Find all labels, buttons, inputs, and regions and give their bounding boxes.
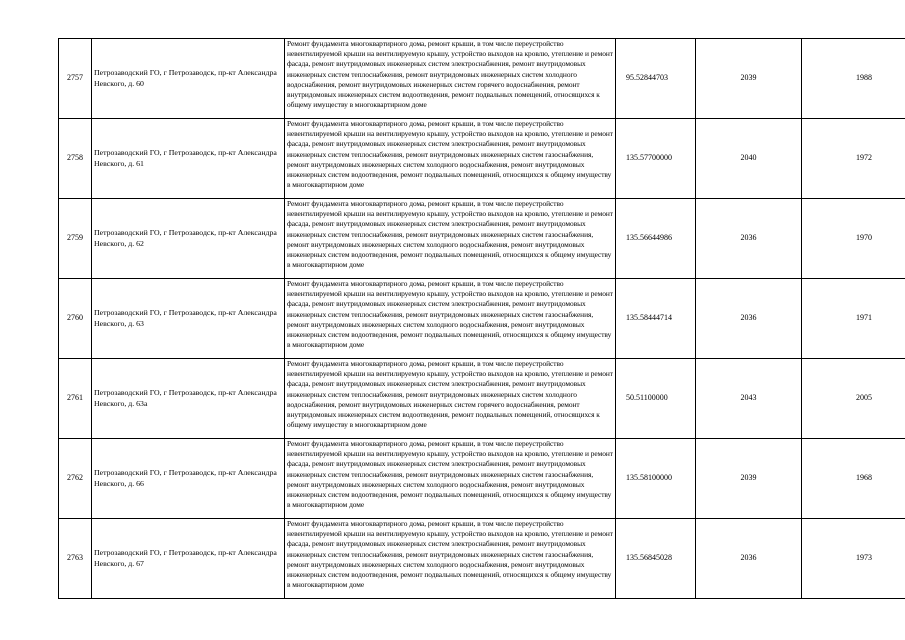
row-number: 2762 <box>59 439 92 519</box>
repair-cost: 135.56644986 <box>616 199 696 279</box>
planned-year: 2036 <box>696 519 802 599</box>
year-built: 2005 <box>802 359 905 439</box>
table-row <box>59 39 905 119</box>
year-built: 1971 <box>802 279 905 359</box>
repair-cost: 135.57700000 <box>616 119 696 199</box>
building-address: Петрозаводский ГО, г Петрозаводск, пр-кт Александра Невского, д. 61 <box>92 119 285 199</box>
planned-year: 2039 <box>696 39 802 119</box>
row-number: 2759 <box>59 199 92 279</box>
building-address: Петрозаводский ГО, г Петрозаводск, пр-кт Александра Невского, д. 62 <box>92 199 285 279</box>
repair-cost: 135.58444714 <box>616 279 696 359</box>
building-address: Петрозаводский ГО, г Петрозаводск, пр-кт Александра Невского, д. 63 <box>92 279 285 359</box>
repair-works: Ремонт фундамента многоквартирного дома, ремонт крыши, в том числе переустройство невентилируемой крыши на вентилируемую крышу, устройство выходов на кровлю, утепление и ремонт фасада, ремонт внутридомовых инженерных систем электроснабжения, ремонт внутридомовых инженерных систем теплоснабжения, ремонт внутридомовых инженерных систем газоснабжения, ремонт внутридомовых инженерных систем холодного водоснабжения, ремонт внутридомовых инженерных систем водоотведения, ремонт подвальных помещений, относящихся к общему имуществу в многоквартирном доме <box>285 279 616 359</box>
table-row <box>59 359 905 439</box>
table-row <box>59 279 905 359</box>
building-address: Петрозаводский ГО, г Петрозаводск, пр-кт Александра Невского, д. 63а <box>92 359 285 439</box>
table-row <box>59 119 905 199</box>
year-built: 1972 <box>802 119 905 199</box>
planned-year: 2036 <box>696 279 802 359</box>
row-number: 2758 <box>59 119 92 199</box>
repair-works: Ремонт фундамента многоквартирного дома, ремонт крыши, в том числе переустройство невентилируемой крыши на вентилируемую крышу, устройство выходов на кровлю, утепление и ремонт фасада, ремонт внутридомовых инженерных систем электроснабжения, ремонт внутридомовых инженерных систем теплоснабжения, ремонт внутридомовых инженерных систем газоснабжения, ремонт внутридомовых инженерных систем холодного водоснабжения, ремонт внутридомовых инженерных систем водоотведения, ремонт подвальных помещений, относящихся к общему имуществу в многоквартирном доме <box>285 439 616 519</box>
repair-works: Ремонт фундамента многоквартирного дома, ремонт крыши, в том числе переустройство невентилируемой крыши на вентилируемую крышу, устройство выходов на кровлю, утепление и ремонт фасада, ремонт внутридомовых инженерных систем электроснабжения, ремонт внутридомовых инженерных систем теплоснабжения, ремонт внутридомовых инженерных систем холодного водоснабжения, ремонт внутридомовых инженерных систем горячего водоснабжения, ремонт внутридомовых инженерных систем водоотведения, ремонт подвальных помещений, относящихся к общему имуществу в многоквартирном доме <box>285 39 616 119</box>
repair-program-table <box>58 38 905 599</box>
year-built: 1970 <box>802 199 905 279</box>
table-row <box>59 199 905 279</box>
row-number: 2760 <box>59 279 92 359</box>
repair-works: Ремонт фундамента многоквартирного дома, ремонт крыши, в том числе переустройство невентилируемой крыши на вентилируемую крышу, устройство выходов на кровлю, утепление и ремонт фасада, ремонт внутридомовых инженерных систем электроснабжения, ремонт внутридомовых инженерных систем теплоснабжения, ремонт внутридомовых инженерных систем газоснабжения, ремонт внутридомовых инженерных систем холодного водоснабжения, ремонт внутридомовых инженерных систем водоотведения, ремонт подвальных помещений, относящихся к общему имуществу в многоквартирном доме <box>285 119 616 199</box>
row-number: 2757 <box>59 39 92 119</box>
repair-works: Ремонт фундамента многоквартирного дома, ремонт крыши, в том числе переустройство невентилируемой крыши на вентилируемую крышу, устройство выходов на кровлю, утепление и ремонт фасада, ремонт внутридомовых инженерных систем электроснабжения, ремонт внутридомовых инженерных систем теплоснабжения, ремонт внутридомовых инженерных систем газоснабжения, ремонт внутридомовых инженерных систем холодного водоснабжения, ремонт внутридомовых инженерных систем водоотведения, ремонт подвальных помещений, относящихся к общему имуществу в многоквартирном доме <box>285 519 616 599</box>
building-address: Петрозаводский ГО, г Петрозаводск, пр-кт Александра Невского, д. 60 <box>92 39 285 119</box>
row-number: 2761 <box>59 359 92 439</box>
repair-cost: 50.51100000 <box>616 359 696 439</box>
repair-cost: 95.52844703 <box>616 39 696 119</box>
table-row <box>59 519 905 599</box>
year-built: 1988 <box>802 39 905 119</box>
planned-year: 2043 <box>696 359 802 439</box>
building-address: Петрозаводский ГО, г Петрозаводск, пр-кт Александра Невского, д. 66 <box>92 439 285 519</box>
row-number: 2763 <box>59 519 92 599</box>
repair-cost: 135.56845028 <box>616 519 696 599</box>
year-built: 1973 <box>802 519 905 599</box>
repair-works: Ремонт фундамента многоквартирного дома, ремонт крыши, в том числе переустройство невентилируемой крыши на вентилируемую крышу, устройство выходов на кровлю, утепление и ремонт фасада, ремонт внутридомовых инженерных систем электроснабжения, ремонт внутридомовых инженерных систем теплоснабжения, ремонт внутридомовых инженерных систем газоснабжения, ремонт внутридомовых инженерных систем холодного водоснабжения, ремонт внутридомовых инженерных систем водоотведения, ремонт подвальных помещений, относящихся к общему имуществу в многоквартирном доме <box>285 199 616 279</box>
repair-works: Ремонт фундамента многоквартирного дома, ремонт крыши, в том числе переустройство невентилируемой крыши на вентилируемую крышу, устройство выходов на кровлю, утепление и ремонт фасада, ремонт внутридомовых инженерных систем электроснабжения, ремонт внутридомовых инженерных систем теплоснабжения, ремонт внутридомовых инженерных систем холодного водоснабжения, ремонт внутридомовых инженерных систем горячего водоснабжения, ремонт внутридомовых инженерных систем водоотведения, ремонт подвальных помещений, относящихся к общему имуществу в многоквартирном доме <box>285 359 616 439</box>
planned-year: 2039 <box>696 439 802 519</box>
repair-cost: 135.58100000 <box>616 439 696 519</box>
building-address: Петрозаводский ГО, г Петрозаводск, пр-кт Александра Невского, д. 67 <box>92 519 285 599</box>
planned-year: 2040 <box>696 119 802 199</box>
planned-year: 2036 <box>696 199 802 279</box>
table-row <box>59 439 905 519</box>
year-built: 1968 <box>802 439 905 519</box>
